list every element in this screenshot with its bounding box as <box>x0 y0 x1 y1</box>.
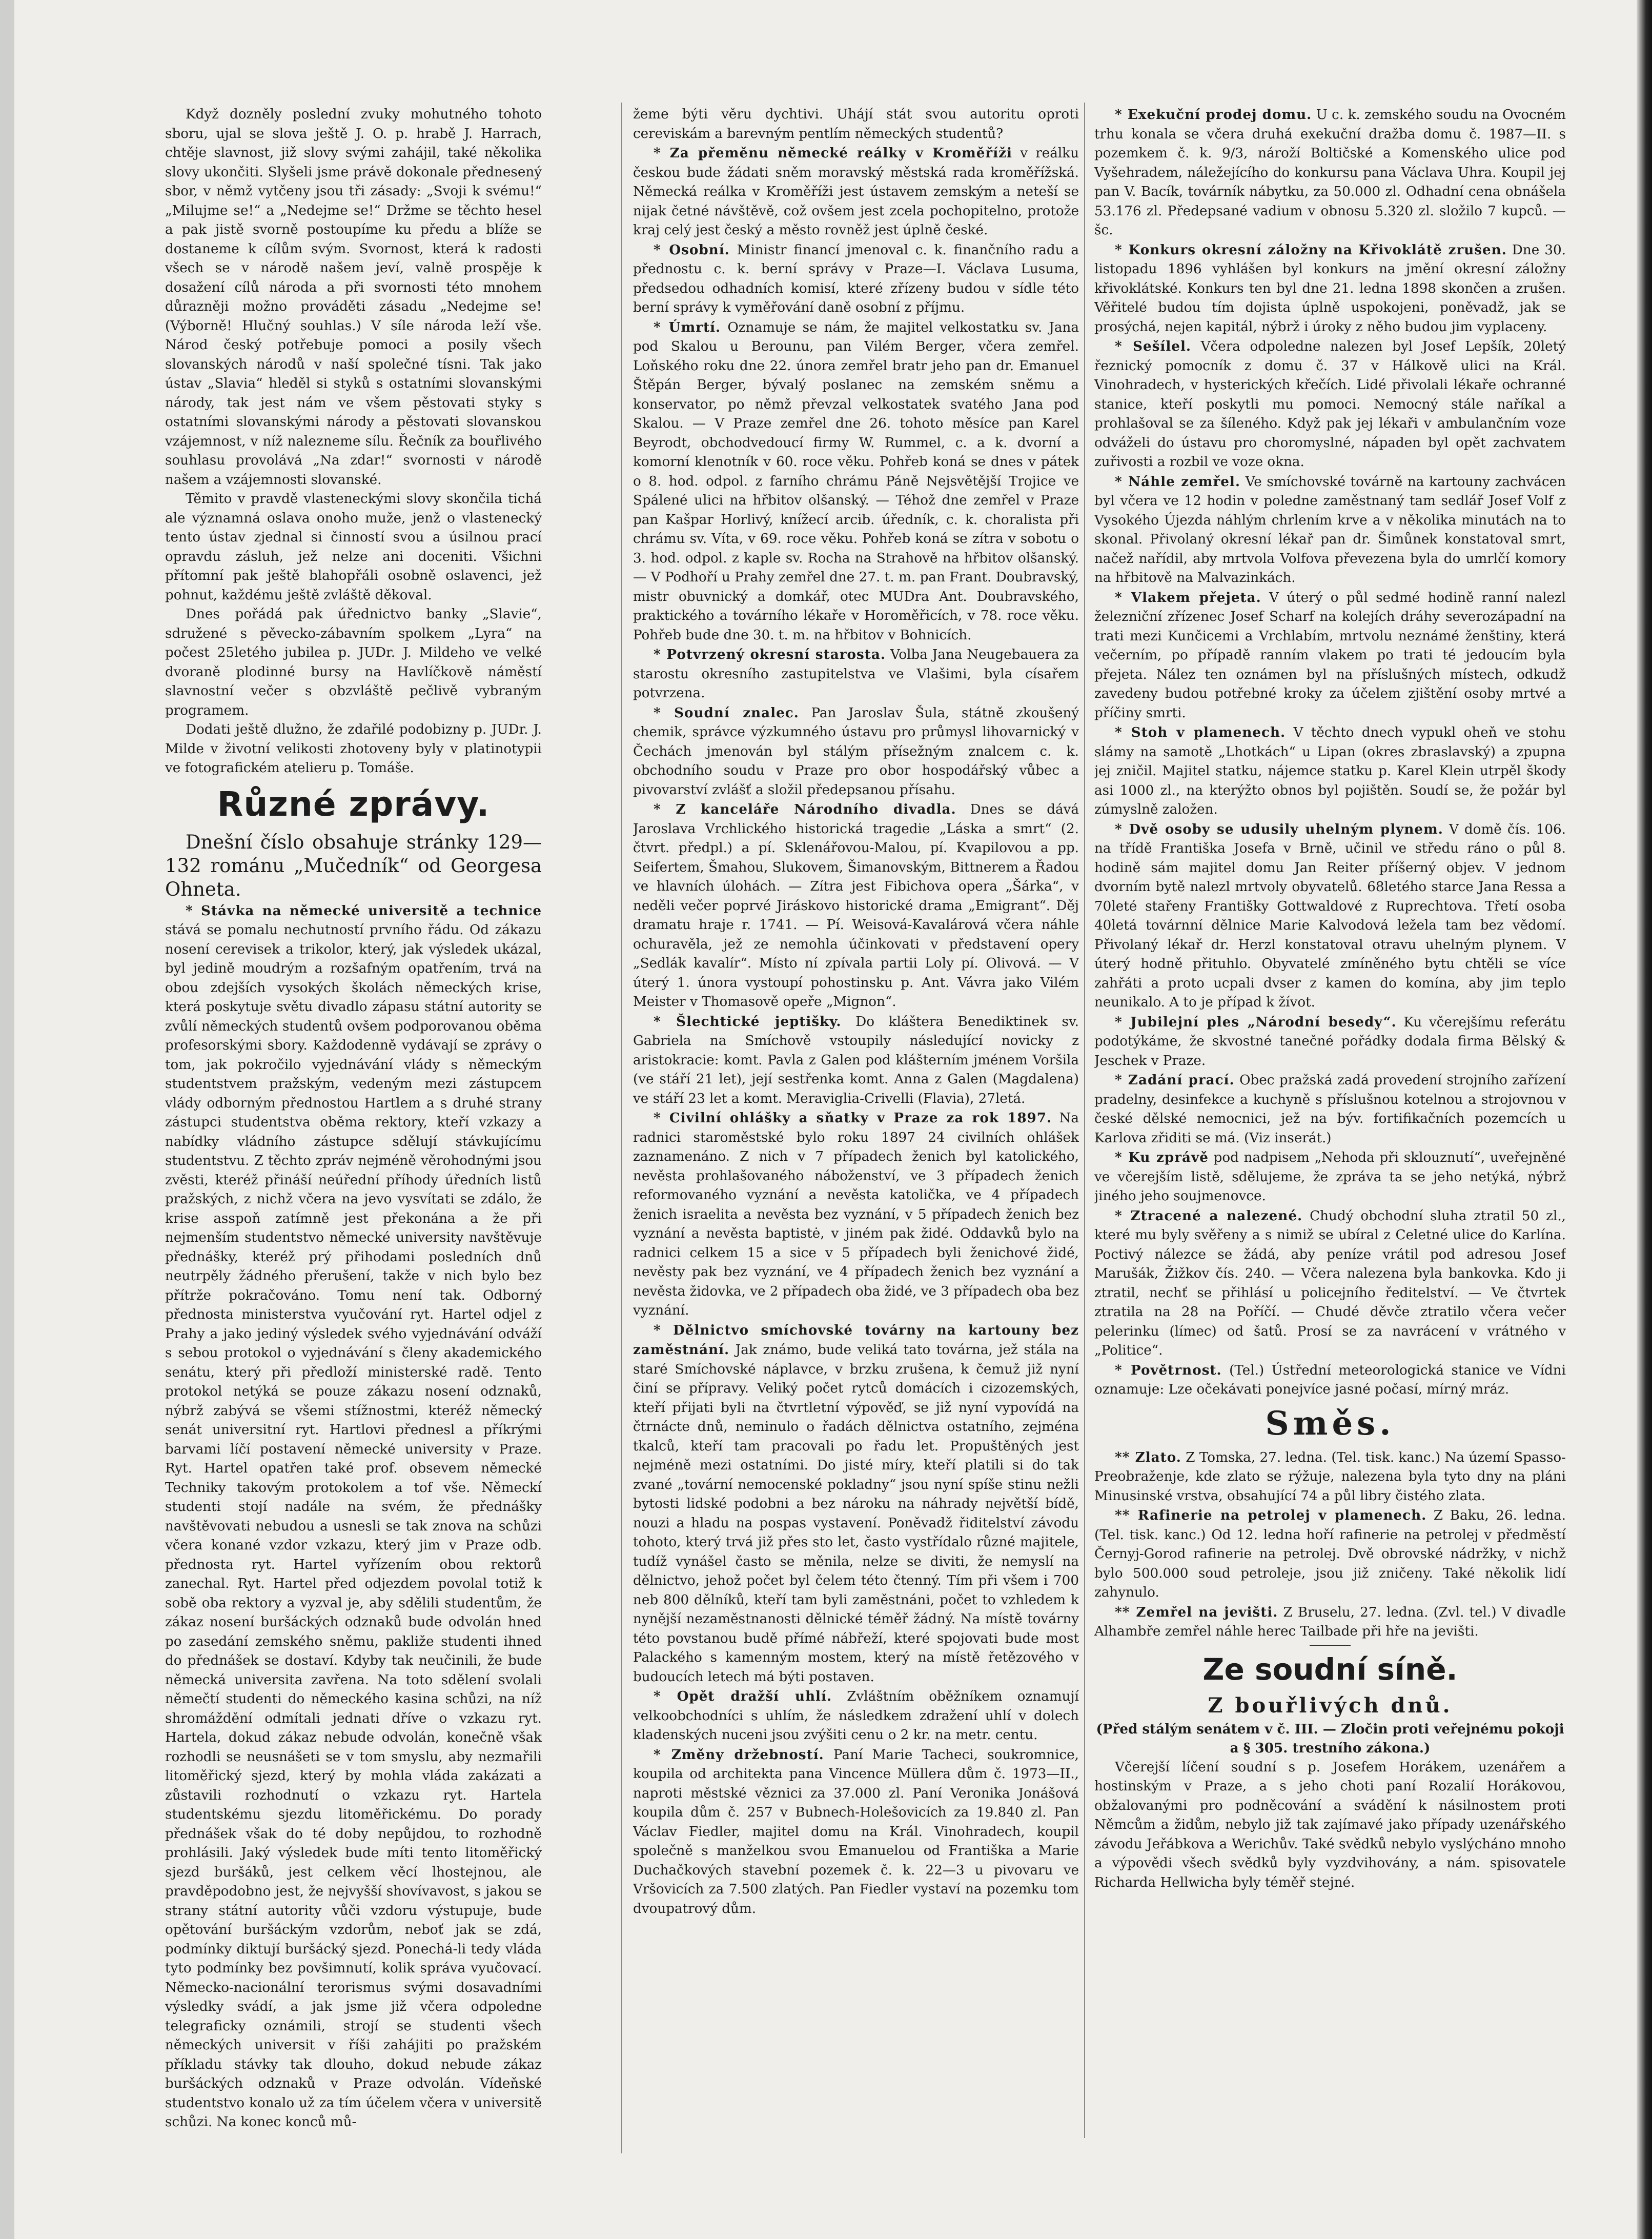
article-title: * Sešílel. <box>1115 338 1192 354</box>
article-title: * Exekuční prodej domu. <box>1115 107 1312 123</box>
article-title: ** Zemřel na jevišti. <box>1115 1604 1278 1620</box>
article-title: * Vlakem přejeta. <box>1115 589 1261 606</box>
article-title: * Soudní znalec. <box>654 704 799 721</box>
article-znalec <box>633 703 1079 800</box>
article-body: Dne 30. listopadu 1896 vyhlášen byl konkurs na jmění okresní záložny křivoklátské. Konkurs ten byl dne 21. ledna 1898 skončen a zrušen. Věřitelé budou tím dojista úplně uspokojeni, poněvadž, jak se prosýchá, nejen kapitál, nýbrž i úroky z něho budou jim vyplaceny. <box>1094 242 1566 335</box>
article-body: Do kláštera Benediktinek sv. Gabriela na Smíchově vstoupily následující novicky z aristokracie: komt. Pavla z Galen pod klášterním jménem Voršila (ve stáří 21 let), její sestřenka komt. Anna z Galen (Magdalena) ve stáří 23 let a komt. Meraviglia-Crivelli (Flavia), 27letá. <box>633 1014 1079 1106</box>
article-title: * Šlechtické jeptišky. <box>654 1013 842 1030</box>
paragraph: Dnes pořádá pak úřednictvo banky „Slavie“, sdružené s pěvecko-zábavním spolkem „Lyra“ na počest 25letého jubilea p. JUDr. J. Mildeho ve velké dvoraně plodinné bursy na Havlíčkově náměstí slavnostní večer s obzvláště pečlivě vybraným programem. <box>165 607 542 718</box>
article-povetrnost <box>1094 1361 1566 1400</box>
article-zlato <box>1094 1448 1566 1506</box>
article-body: Ve smíchovské továrně na kartouny zachvácen byl včera ve 12 hodin v poledne zaměstnaný tam sedlář Josef Volf z Vysokého Újezda náhlým chrlením krve a v několika minutách na to skonal. Přivolaný okresní lékař pan dr. Šimůnek konstatoval smrt, načež nařídil, aby mrtvola Volfova převezena byla do umrlčí komory na hřbitově na Malvazinkách. <box>1094 474 1566 586</box>
case-description: (Před stálým senátem v č. III. — Zločin proti veřejnému pokoji a § 305. trestního zákona.) <box>1096 1721 1564 1756</box>
article-title: * Úmrtí. <box>654 319 721 335</box>
section-heading-soudni-sin: Ze soudní síně. <box>1202 1651 1458 1687</box>
article-body: V úterý o půl sedmé hodině ranní nalezl železniční zřízenec Josef Scharf na kolejích dráhy severozápadní na trati mezi Kunčicemi a Vrchlabím, mrtvolu neznámé ženštiny, která večerním, po případě ranním vlakem po trati té jedoucím byla přejeta. Nález ten oznámen byl na příslušných místech, odkudž zavedeny budou potřebné kroky za účelem zjištění osoby mrtvé a příčiny smrti. <box>1094 590 1566 721</box>
article-body: (Tel.) Ústřední meteorologická stanice ve Vídni oznamuje: Lze očekávati ponejvíce jasné počasí, mírný mráz. <box>1094 1362 1566 1397</box>
article-body: Z Baku, 26. ledna. (Tel. tisk. kanc.) Od 12. ledna hoří rafinerie na petrolej v předměstí Černyj-Gorod rafinerie na petrolej. Dvě obrovské nádržky, v nichž bylo 500.000 soud petroleje, jsou již zničeny. Také několik lidí zahynulo. <box>1094 1508 1566 1600</box>
article-stoh <box>1094 723 1566 820</box>
article-title: * Zadání prací. <box>1115 1072 1235 1088</box>
article-body: Jak známo, bude veliká tato továrna, jež stála na staré Smíchovské náplavce, v brzku zrušena, k čemuž již nyní činí se přípravy. Veliký počet rytců domácích i cizozemských, kteří přijati byli na čtvrtletní výpověď, se již nyní vypovídá na čtrnácte dnů, neminulo o řadách dělnictva ostatního, zejména tkalců, kteří tam pracovali po řadu let. Propuštěných jest nejméně mezi ostatními. Do jisté míry, kteří platili si do tak zvané „tovární nemocenské pokladny“ jsou nyní spíše stinu nežli bytosti lidské podobni a bez nároku na náhrady největší bídě, nouzi a hladu na pospas vystavení. Poněvadž řiditelství závodu tohoto, který trvá již přes sto let, často vystřídalo různé majitele, tudíž vynášel často se měnila, nelze se diviti, že nemyslí na dělnictvo, jehož počet byl čelem této čtenný. Tím při všem i 700 neb 800 dělníků, kteří tam byli zaměstnáni, počet to vzhledem k nynější nezaměstnanosti dělnické téměř žádný. Na místě továrny této povstanou budě přímé nábřeží, které spojovati bude most Palackého s kamenným mostem, který na místě řetězového v budoucích letech má býti postaven. <box>633 1342 1079 1685</box>
article-title: * Dvě osoby se udusily uhelným plynem. <box>1115 821 1443 837</box>
article-title: * Ztracené a nalezené. <box>1115 1207 1303 1224</box>
article-body: U c. k. zemského soudu na Ovocném trhu konala se včera druhá exekuční dražba domu č. 1987—II. s pozemkem č. k. 9/3, nároží Boltičské a Komenského ulice pod Vyšehradem, náležejícího do konkursu pana Václava Uhra. Koupil jej pan V. Bacík, továrník nábytku, za 50.000 zl. Odhadní cena obnášela 53.176 zl. Předepsané vadium v obnosu 5.320 zl. složilo 7 kupců. —šc. <box>1094 107 1566 238</box>
paragraph: Těmito v pravdě vlasteneckými slovy skončila tichá ale významná oslava onoho muže, jenž o vlastenecký tento ústav zjednal si činností svou a úsilnou prací opravdu zásluh, jež nelze ani doceniti. Všichni přítomní pak ještě blahopřáli osobně oslavenci, jež pohnut, každému ještě zvláště děkoval. <box>165 491 542 603</box>
article-body: Na radnici staroměstské bylo roku 1897 24 civilních ohlášek zaznamenáno. Z nich v 7 případech ženich byl katolického, nevěsta prohlašovaného náboženství, ve 3 případech ženich reformovaného vyznání a nevěsta katolička, ve 4 případech ženich israelita a nevěsta bez vyznání, v 5 případech ženich bez vyznání a nevěsta baptistė, v jiném pak židé. Oddavků bylo na radnici celkem 15 a sice v 5 případech byli ženichové židé, nevěsty pak bez vyznání, ve 4 případech ženich bez vyznání a nevěsta židovka, ve 2 případech oba židé, ve 3 případech oba bez vyznání. <box>633 1111 1079 1318</box>
article-ku-zprave <box>1094 1148 1566 1206</box>
issue-note: Dnešní číslo obsahuje stránky 129—132 románu „Mučedník“ od Georgesa Ohneta. <box>165 831 542 900</box>
article-zadani <box>1094 1071 1566 1148</box>
article-body: v reálku českou bude žádati sněm moravský městská rada kroměřížská. Německá reálka v Kroměříži jest ústavem zemským a neteší se nijak četné návštěvě, což ovšem jest zcela pochopitelno, protože kraj celý jest český a město rovněž jest úplně české. <box>633 146 1079 238</box>
section-heading-razne-zpravy: Různé zprávy. <box>217 784 490 824</box>
article-body: Chudý obchodní sluha ztratil 50 zl., které mu byly svěřeny a s nimiž se ubíral z Celetné ulice do Karlína. Poctivý nálezce se žádá, aby peníze vrátil pod adresou Josef Marušák, Žižkov čís. 240. — Včera nalezena byla bankovka. Kdo ji ztratil, nechť se přihlásí u policejního ředitelství. — Ve čtvrtek ztratila na 28 na Poříčí. — Chudé děvče ztratilo včera večer pelerinku (límec) od šatů. Prosí se za navrácení v vrátného v „Politice“. <box>1094 1208 1566 1358</box>
column-divider <box>621 103 622 2153</box>
article-body: V těchto dnech vypukl oheň ve stohu slámy na samotě „Lhotkách“ u Lipan (okres zbraslavský) a zpupna jej zničil. Majitel statku, nájemce statku p. Karel Klein utrpěl škody asi 1000 zl., na kterýžto obnos byl pojištěn. Soudí se, že požár byl zúmyslně založen. <box>1094 725 1566 817</box>
article-osobni <box>633 240 1079 318</box>
article-body: Oznamuje se nám, že majitel velkostatku sv. Jana pod Skalou u Berounu, pan Vilém Berger, včera zemřel. Loňského roku dne 22. února zemřel bratr jeho pan dr. Emanuel Štěpán Berger, bývalý poslanec na zemském sněmu a konservator, po němž převzal velkostatek svatého Jana pod Skalou. — V Praze zemřel dne 26. tohoto měsíce pan Karel Beyrodt, obchodvedoucí firmy W. Rummel, c. a k. dvorní a komorní klenotník v 60. roce věku. Pohřeb koná se dnes v pátek o 8. hod. odpol. z farního chrámu Páně Nejsvětější Trojice ve Spálené ulici na hřbitov olšanský. — Téhož dne zemřel v Praze pan Kašpar Horlivý, knížecí arcib. úředník, c. k. choralista při chrámu sv. Víta, v 69. roce věku. Pohřeb koná se zítra v sobotu o 3. hod. odpol. z kaple sv. Rocha na Strahově na hřbitov olšanský. — V Podhoří u Prahy zemřel dne 27. t. m. pan Frant. Doubravský, mistr obuvnický a domkář, otec MUDra Ant. Doubravského, praktického a továrního lékaře v Horoměřicích, v 78. roce věku. Pohřeb bude dne 30. t. m. na hřbitov v Bohnicích. <box>633 319 1079 643</box>
article-body: Ministr financí jmenoval c. k. finančního radu a přednostu c. k. berní správy v Praze—I. Václava Lusuma, předsedou odhadních komisí, které zřízeny budou v sídle této berní správy k vyměřování daně osobní z příjmu. <box>633 242 1079 315</box>
article-umrti <box>633 318 1079 646</box>
article-title: * Náhle zemřel. <box>1115 473 1240 490</box>
article-title: * Dělnictvo smíchovské továrny na kartouny bez zaměstnání. <box>633 1322 1079 1358</box>
article-body: Dnes se dává Jaroslava Vrchlického historická tragedie „Láska a smrt“ (2. čtvrt. předpl.) a pí. Sklenářovou-Malou, pí. Kvapilovou a pp. Seifertem, Šmahou, Slukovem, Šimanovským, Bittnerem a Řadou ve hlavních úlohách. — Zítra jest Fibichova opera „Šárka“, v neděli večer poprvé Jiráskovo historické drama „Emigrant“. Děj dramatu hraje r. 1741. — Pí. Weisová-Kavalárová včera náhle ochuravěla, jež ze nemohla účinkovati v představení opery „Sedlák kavalír“. Místo ní zpívala partii Loly pí. Olivová. — V úterý 1. února vystoupí pohostinsku p. Ant. Vávra jako Vilém Meister v Thomasově opeře „Mignon“. <box>633 802 1079 1010</box>
article-body: Z Tomska, 27. ledna. (Tel. tisk. kanc.) Na území Spasso-Preobraženje, kde zlato se rýžuje, nalezena byla tyto dny na pláni Minusinské vrstva, obsahující 74 a půl libry čistého zlata. <box>1094 1449 1566 1504</box>
article-civilni <box>633 1108 1079 1321</box>
article-potvrzeny <box>633 645 1079 703</box>
article-drazsi <box>633 1687 1079 1745</box>
article-title: * Potvrzený okresní starosta. <box>654 647 886 662</box>
article-title: * Stávka na německé universitě a technice <box>186 902 542 919</box>
article-title: * Opět dražší uhlí. <box>654 1688 832 1704</box>
article-zemrel <box>1094 1603 1566 1642</box>
column-right <box>1094 105 1566 2146</box>
column-middle <box>633 105 1079 2135</box>
page-binding-edge <box>1637 0 1652 2239</box>
article-title: * Stoh v plamenech. <box>1115 724 1286 740</box>
article-title: * Osobní. <box>654 241 730 258</box>
article-title: * Povětrnost. <box>1115 1362 1222 1378</box>
article-body: Obec pražská zadá provedení strojního zařízení pradelny, desinfekce a kuchyně s příslušnou kotelnou a strojovnou v české dělské nemocnici, jež na býv. fortifikačních pozemcích u Karlova zřiditi se má. (Viz inserát.) <box>1094 1073 1566 1146</box>
article-ztracene <box>1094 1206 1566 1361</box>
article-slechticke <box>633 1012 1079 1109</box>
article-body: Ku včerejšímu referátu podotýkáme, že skvostné tanečné pořádky dodala firma Bělský & Jeschek v Praze. <box>1094 1014 1566 1068</box>
column-left <box>165 105 542 2212</box>
article-nahle <box>1094 472 1566 588</box>
article-body: Volba Jana Neugebauera za starostu okresního zastupitelstva ve Vlašimi, byla císařem potvrzena. <box>633 647 1079 701</box>
article-konkurs <box>1094 240 1566 337</box>
article-title: ** Rafinerie na petrolej v plamenech. <box>1115 1507 1427 1523</box>
column-divider <box>1084 103 1085 2138</box>
article-stavka <box>165 901 542 2132</box>
article-title: * Ku zprávě <box>1115 1149 1209 1165</box>
article-jubilejni <box>1094 1013 1566 1071</box>
article-title: ** Zlato. <box>1115 1449 1181 1465</box>
article-body: Pan Jaroslav Šula, státně zkoušený chemik, správce výzkumného ústavu pro průmysl lihovarnický v Čechách jmenován byl stálým přísežným znalcem c. k. obchodního soudu v Praze pro obor hospodářský vůbec a pivovarství zvlášť a složil předepsanou přísahu. <box>633 705 1079 798</box>
article-rafinerie <box>1094 1506 1566 1603</box>
article-body: Z Bruselu, 27. ledna. (Zvl. tel.) V divadle Alhambře zemřel náhle herec Tailbade při hře na jevišti. <box>1094 1604 1566 1639</box>
paragraph: Dodati ještě dlužno, že zdařilé podobizny p. JUDr. J. Milde v životní velikosti zhotoveny byly v platinotypii ve fotografickém atelieru p. Tomáše. <box>165 722 542 776</box>
article-kancelar <box>633 800 1079 1012</box>
article-exekucni <box>1094 105 1566 240</box>
article-body: stává se pomalu nechutností prvního řádu. Od zákazu nosení cerevisek a trikolor, který, jak výsledek ukázal, byl jedině moudrým a rozšafným opatřením, trvá na obou zdejších vysokých školách německých krise, která poskytuje světu divadlo zápasu státní autority se zvůlí německých studentů ovšem podporovanou oběma profesorskými sbory. Každodenně vydávají se zprávy o tom, jak pokročilo vyjednávání vlády s německým studentstvem pražským, vedeným mezi zástupcem vlády odborným přednostou Hartlem a s druhé strany zástupci studentstva oběma rektory, kteří vzkazy a nabídky vládního zástupce sdělují stávkujícímu studentstvu. Z těchto zpráv nejméně věrohodnými jsou zvěsti, kteréž přináší neúřední příhody úředních listů pražských, z nichž včera na jevo vysvítati se zdálo, že krise asspoň zatímně jest překonána a že při nejmenším studentstvo německé university navštěvuje přednášky, kteréž prý přihodami posledních dnů neutrpěly žádného přerušení, takže v nich bylo bez přítrže pokračováno. Tomu není tak. Odborný přednosta ministerstva vyučování ryt. Hartel odjel z Prahy a jako jediný výsledek svého vyjednávání odváží s sebou protokol o vyjednávání s členy akademického senátu, který při předloží ministerské radě. Tento protokol netýká se pouze zákazu nosení odznaků, nýbrž zabývá se všemi stížnostmi, kteréž německý senát universitní ryt. Hartlovi přednesl a příkrými barvami líčí postavení německé university v Praze. Ryt. Hartel opatřen také prof. obsevem německé Techniky takovým protokolem a tof vše. Německí studenti stojí nadále na svém, že přednášky navštěvovati nebudou a usnesli se tak znova na schůzi včera konané vzdor vzkazu, který jim v Praze odb. přednosta ryt. Hartel vyřízením obou rektorů zanechal. Ryt. Hartel před odjezdem povolal totiž k sobě oba rektory a vyzval je, aby sdělili studentům, že zákaz nosení buršáckých odznaků bude odvolán hned po zasedání zemského sněmu, pakliže studenti ihned do přednášek se dostaví. Kdyby tak neučinili, že bude německá universita zavřena. Na toto sdělení svolali němečtí studenti do německého kasina schůzi, na níž shromáždění odmítali jednati dříve o vzkazu ryt. Hartela, dokud zákaz nebude odvolán, konečně však rozhodli se neusnášeti se v tom smyslu, aby nezmařili litoměřický sjezd, který by mohla vláda zakázati a zůstavili rozhodnutí o vzkazu ryt. Hartela studentskému sjezdu litoměřickému. Do porady přednášek však do té doby nepůjdou, to rozhodně prohlásili. Jaký výsledek bude míti tento litoměřický sjezd buršáků, jest celkem věcí lhostejnou, ale pravděpodobno jest, že nejvyšší shovívavost, s jakou se strany státní autority vůči vzdoru výstupuje, bude opětování buršáckým vzdorům, neboť jak se zdá, podmínky diktují buršácký sjezd. Ponechá-li tedy vláda tyto podmínky bez povšimnutí, kolik správa vyučovací. Německo-nacionální terorismus svými dosavadními výsledky svádí, a jak jsme již včera odpoledne telegraficky oznámili, strojí se studenti všech německých universit v říši zahájiti po pražském příkladu stávky tak dlouho, dokud nebude zákaz buršáckých odznaků v Praze odvolán. Vídeňské studentstvo konalo už za tím účelem včera v universitě schůzi. Na konec konců mů- <box>165 922 542 2130</box>
article-zmeny <box>633 1745 1079 1919</box>
article-body: Paní Marie Tacheci, soukromnice, koupila od architekta pana Vincence Müllera dům č. 1973—II., naproti městské věznici za 37.000 zl. Paní Veronika Jonášová koupila dům č. 257 v Bubnech-Holešovicích za 19.840 zl. Pan Václav Fiedler, majitel domu na Král. Vinohradech, koupil společně s manželkou svou Emanuelou od Františka a Marie Duchačkových stavební pozemek č. k. 22—3 u pivovaru ve Vršovicích za 7.500 zlatých. Pan Fiedler vystaví na pozemku tom dvoupatrový dům. <box>633 1747 1079 1917</box>
article-delnictvo <box>633 1321 1079 1687</box>
article-title: * Změny držebností. <box>654 1746 824 1763</box>
article-dve-osoby <box>1094 820 1566 1013</box>
paragraph: Když dozněly poslední zvuky mohutného tohoto sboru, ujal se slova ještě J. O. p. hrabě J. Harrach, chtěje slavnost, již slovy svými zahájil, také několika slovy ukončiti. Slyšeli jsme právě dokonale přednesený sbor, v němž vytčeny jsou tři zásady: „Svoji k svému!“ „Milujme se!“ a „Nedejme se!“ Držme se těchto hesel a pak jistě svorně postoupíme ku předu a blíže se dostaneme k cílům svým. Svornost, která k radosti všech se v národě našem jeví, valně prospěje k dosažení cílů národa a při svornosti této mnohem důrazněji možno prováděti zásadu „Nedejme se! (Výborně! Hlučný souhlas.) V síle národa leží vše. Národ český potřebuje pomoci a posily všech slovanských národů v naší společné tísni. Tak jako ústav „Slavia“ hleděl si styků s ostatními slovanskými národy, tak jest nám ve všem pěstovati styky s ostatními slovanskými národy a pěstovati slovanskou vzájemnost, v níž nalezneme sílu. Řečník za bouřlivého souhlasu provolává „Na zdar!“ svornosti v národě našem a vzájemnosti slovanské. <box>165 107 542 488</box>
article-premena <box>633 144 1079 240</box>
article-sesilel <box>1094 337 1566 472</box>
divider <box>1310 1645 1351 1646</box>
article-title: * Civilní ohlášky a sňatky v Praze za rok 1897. <box>654 1110 1052 1126</box>
article-body: V domě čís. 106. na třídě Františka Josefa v Brně, učinil ve středu ráno o půl 8. hodině sám majitel domu Jan Reiter příšerný objev. V jednom dvorním bytě nalezl mrtvoly obyvatelů. 68letého starce Jana Ressa a 70leté stařeny Františky Gottwaldové z Ruprechtova. Třetí osoba 40letá továrnní dělnice Marie Kalvodová ležela tam bez vědomí. Přivolaný lékař dr. Herzl konstatoval otravu uhelným plynem. V úterý hodně přituhlo. Obyvatelé zmíněného bytu chtěli se více zahřáti a proto ucpali dvser z kamen do komína, aby jim teplo neunikalo. A to je případ k žívot. <box>1094 821 1566 1010</box>
article-soud-body: Včerejší líčení soudní s p. Josefem Horákem, uzenářem a hostinským v Praze, a s jeho choti paní Rozalií Horákovou, obžalovanými pro podněcování a svádění k násilnostem proti Němcům a židům, nebylo již tak zajímavé jako případy uzenářského závodu Jeřábkova a Werichův. Také svědků nebylo vyslýcháno mnoho a výpovědi všech svědků byly vyzdvihovány, a nám. spisovatele Richarda Hellwicha byly téměř stejné. <box>1094 1759 1566 1890</box>
article-vlakem <box>1094 588 1566 723</box>
subheading-bourlivych-dnu: Z bouřlivých dnů. <box>1208 1693 1453 1718</box>
article-title: * Z kanceláře Národního divadla. <box>654 801 956 817</box>
section-heading-smes: Směs. <box>1265 1404 1395 1443</box>
article-body: Zvláštním oběžníkem oznamují velkoobchodníci s uhlím, že následkem zdražení uhlí v dolech kladenských nuceni jsou zvýšiti cenu o 2 kr. na metr. centu. <box>633 1689 1079 1743</box>
article-body: pod nadpisem „Nehoda při sklouznutí“, uveřejněné ve včerejším listě, sdělujeme, že zpráva ta se jeho netýká, nýbrž jiného jeho soujmenovce. <box>1094 1150 1566 1204</box>
paragraph: žeme býti věru dychtivi. Uhájí stát svou autoritu oproti cereviskám a barevným pentlím německých studentů? <box>633 107 1079 142</box>
article-body: Včera odpoledne nalezen byl Josef Lepšík, 20letý řeznický pomocník z domu č. 37 v Hálkově ulici na Král. Vinohradech, v hysterických křečích. Lidé přivolali lékaře ochranné stanice, kteří poskytli mu pomoci. Nemocný stále naříkal a prohlašoval se za šíleného. Když pak jej lékaři v ambulančním voze odváželi do ústavu pro choromyslné, nápaden byl opět zachvatem zuřivosti a rozbil ve voze okna. <box>1094 339 1566 470</box>
article-title: * Konkurs okresní záložny na Křivoklátě zrušen. <box>1115 241 1507 258</box>
article-title: * Jubilejní ples „Národní besedy“. <box>1115 1014 1397 1030</box>
article-title: * Za přeměnu německé reálky v Kroměříži <box>654 145 1012 161</box>
